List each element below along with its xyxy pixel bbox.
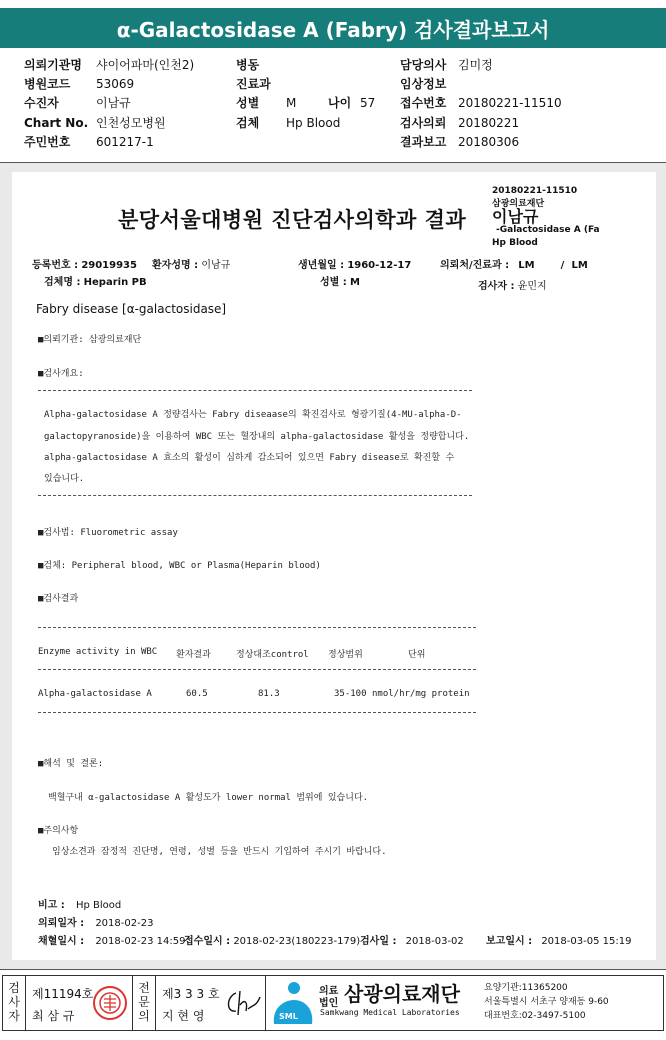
examiner-label: 검 사 자 bbox=[8, 981, 20, 1023]
logo-prefix: 법인 bbox=[319, 998, 339, 1009]
divider bbox=[38, 495, 472, 496]
logo-name: 삼광의료재단 bbox=[344, 982, 460, 1006]
table-cell: Alpha-galactosidase A bbox=[38, 689, 152, 699]
reg-number: 등록번호 : 29019935 bbox=[32, 260, 137, 271]
caution-title: ■주의사항 bbox=[38, 826, 79, 836]
stamp-test: -Galactosidase A (Fa bbox=[496, 225, 600, 235]
collection-date: 채혈일시 : 2018-02-23 14:59 bbox=[38, 936, 186, 947]
header-patient: 수진자 이남규 bbox=[24, 96, 131, 110]
overview-line: Alpha-galactosidase A 정량검사는 Fabry diseaase의 확진검사로 형광기질(4-MU-alpha-D- bbox=[44, 410, 462, 420]
table-header: 단위 bbox=[408, 650, 426, 660]
ward-dept: 의뢰처/진료과 : LM / LM bbox=[440, 260, 588, 271]
specimen-name: 검체명 : Heparin PB bbox=[44, 277, 147, 288]
header-sex-age: 성별 M 나이 57 bbox=[236, 96, 376, 110]
report-title: α-Galactosidase A (Fabry) 검사결과보고서 bbox=[116, 17, 550, 42]
stamp-specimen: Hp Blood bbox=[492, 238, 538, 248]
caution-text: 임상소견과 잠정적 진단명, 연령, 성별 등을 반드시 기입하여 주시기 바랍니다. bbox=[52, 847, 387, 857]
specialist-label: 전 문 의 bbox=[138, 981, 150, 1023]
stamp-org: 삼광의료재단 bbox=[492, 199, 545, 209]
header-dept: 진료과 bbox=[236, 77, 271, 91]
table-cell: nmol/hr/mg protein bbox=[372, 689, 470, 699]
table-cell: 35-100 bbox=[334, 689, 367, 699]
logo-english: Samkwang Medical Laboratories bbox=[320, 1008, 460, 1017]
header-receipt: 접수번호 20180221-11510 bbox=[400, 96, 562, 110]
note: 비고 : Hp Blood bbox=[38, 900, 122, 911]
table-header: 정상범위 bbox=[328, 650, 363, 660]
header-chart: Chart No. 인천성모병원 bbox=[24, 116, 166, 130]
divider bbox=[38, 712, 476, 713]
overview-line: galactopyranoside)을 이용하여 WBC 또는 혈장내의 alpha-galactosidase 활성을 정량합니다. bbox=[44, 432, 470, 442]
patient-sex: 성별 : M bbox=[320, 277, 360, 288]
request-date: 의뢰일자 : 2018-02-23 bbox=[38, 918, 154, 929]
signature-icon bbox=[222, 985, 262, 1021]
birth-date: 생년월일 : 1960-12-17 bbox=[298, 260, 412, 271]
examiner-number: 제11194호 bbox=[32, 987, 94, 1001]
table-header: 환자결과 bbox=[176, 650, 211, 660]
table-header: 정상대조control bbox=[236, 650, 309, 660]
overview-line: 있습니다. bbox=[44, 474, 85, 484]
seal-stamp-icon bbox=[92, 985, 128, 1021]
report-title-bar bbox=[0, 8, 666, 48]
overview-line: alpha-galactosidase A 효소의 활성이 심하게 감소되어 있으면 Fabry disease로 확진할 수 bbox=[44, 453, 455, 463]
interp-title: ■해석 및 결론: bbox=[38, 759, 104, 769]
method-line: ■검사법: Fluorometric assay bbox=[38, 528, 178, 538]
header-ward: 병동 bbox=[236, 58, 260, 72]
lab-info-line: 대표번호:02-3497-5100 bbox=[484, 1011, 586, 1021]
header-report-date: 결과보고 20180306 bbox=[400, 135, 520, 149]
footer-divider bbox=[0, 969, 666, 970]
stamp-number: 20180221-11510 bbox=[492, 186, 578, 196]
result-title: ■검사결과 bbox=[38, 594, 79, 604]
header-code: 병원코드 53069 bbox=[24, 77, 135, 91]
divider bbox=[38, 669, 476, 670]
org-line: ■의뢰기관: 삼광의료재단 bbox=[38, 335, 142, 345]
header-doctor: 담당의사 김미정 bbox=[400, 58, 493, 72]
test-date: 검사일 : 2018-03-02 bbox=[360, 936, 464, 947]
logo-small: SML bbox=[279, 1012, 298, 1021]
specialist-name: 지 현 영 bbox=[162, 1009, 205, 1023]
header-rrn: 주민번호 601217-1 bbox=[24, 135, 154, 149]
header-request: 검사의뢰 20180221 bbox=[400, 116, 520, 130]
header-client: 의뢰기관명 샤이어파마(인천2) bbox=[24, 58, 195, 72]
header-specimen: 검체 Hp Blood bbox=[236, 116, 341, 130]
specimen-line: ■검체: Peripheral blood, WBC or Plasma(Heparin blood) bbox=[38, 561, 321, 571]
overview-title: ■검사개요: bbox=[38, 369, 84, 379]
lab-info-line: 서울특별시 서초구 양재동 9-60 bbox=[484, 997, 609, 1007]
examiner: 검사자 : 윤민지 bbox=[478, 281, 547, 292]
divider bbox=[38, 627, 476, 628]
interp-text: 백혈구내 α-galactosidase A 활성도가 lower normal 범위에 있습니다. bbox=[48, 793, 369, 803]
table-cell: 81.3 bbox=[258, 689, 280, 699]
report-date: 보고일시 : 2018-03-05 15:19 bbox=[486, 936, 632, 947]
patient-name: 환자성명 : 이남규 bbox=[152, 260, 231, 271]
specialist-number: 제3 3 3 호 bbox=[162, 987, 220, 1001]
table-cell: 60.5 bbox=[186, 689, 208, 699]
examiner-name: 최 삼 규 bbox=[32, 1009, 75, 1023]
logo-prefix: 의료 bbox=[319, 986, 339, 997]
table-header: Enzyme activity in WBC bbox=[38, 647, 158, 657]
lab-info-line: 요양기관:11365200 bbox=[484, 983, 568, 993]
stamp-patient-name: 이남규 bbox=[492, 207, 539, 226]
lab-title: 분당서울대병원 진단검사의학과 결과 bbox=[118, 208, 467, 232]
receipt-date: 접수일시 : 2018-02-23(180223-179) bbox=[184, 936, 361, 947]
divider bbox=[38, 390, 472, 391]
section-title: Fabry disease [α-galactosidase] bbox=[36, 302, 227, 316]
header-clinical: 임상정보 bbox=[400, 77, 447, 91]
